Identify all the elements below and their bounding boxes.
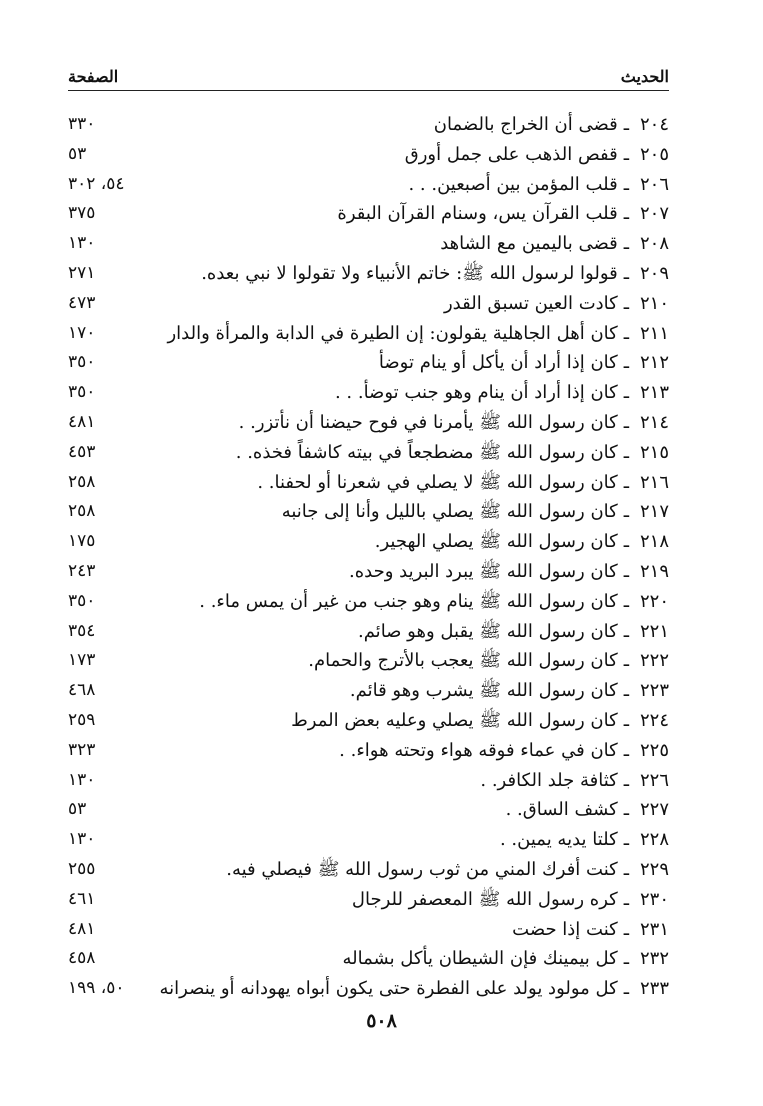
entry-number: ٢٢١ [639, 620, 669, 642]
entry-number: ٢٢٦ [639, 769, 669, 791]
entry-number: ٢١٤ [639, 411, 669, 433]
entry-text: ٢٢١ ـ كان رسول الله ﷺ يقبل وهو صائم. [358, 617, 669, 647]
entry-text: ٢١٩ ـ كان رسول الله ﷺ يبرد البريد وحده. [349, 557, 669, 587]
header-rule [68, 90, 669, 91]
page-reference: ٢٥٩ [68, 709, 96, 730]
page-reference: ١٧٠ [68, 322, 96, 343]
entry-text: ٢١٨ ـ كان رسول الله ﷺ يصلي الهجير. [375, 527, 669, 557]
list-item [68, 110, 669, 140]
list-item [68, 885, 669, 915]
hadith-text: كان رسول الله ﷺ يعجب بالأترج والحمام. [308, 650, 618, 672]
entry-text: ٢٢٥ ـ كان في عماء فوقه هواء وتحته هواء. . [339, 736, 669, 766]
page-reference: ٥٠، ١٩٩ [68, 978, 125, 999]
page-reference: ٣٥٠ [68, 590, 96, 611]
hadith-text: كان رسول الله ﷺ يصلي بالليل وأنا إلى جانبه [281, 501, 618, 523]
page-reference: ٣٥٠ [68, 352, 96, 373]
hadith-text: كان إذا أراد أن يأكل أو ينام توضأ [378, 352, 618, 374]
entry-number: ٢٢٢ [639, 650, 669, 672]
page-reference: ٢٤٣ [68, 560, 96, 581]
entry-number: ٢١٣ [639, 382, 669, 404]
hadith-text: كان أهل الجاهلية يقولون: إن الطيرة في الدابة والمرأة والدار [167, 322, 618, 344]
list-item [68, 795, 669, 825]
page-reference: ١٣٠ [68, 829, 96, 850]
entry-text: ٢٠٧ ـ قلب القرآن يس، وسنام القرآن البقرة [337, 199, 669, 229]
list-item [68, 676, 669, 706]
entry-text: ٢١٥ ـ كان رسول الله ﷺ مضطجعاً في بيته كاشفاً فخذه. . [236, 438, 669, 468]
entry-number: ٢٢٥ [639, 739, 669, 761]
list-item [68, 229, 669, 259]
entry-text: ٢٠٥ ـ قفص الذهب على جمل أورق [405, 140, 669, 170]
entry-text: ٢٢٣ ـ كان رسول الله ﷺ يشرب وهو قائم. [350, 676, 669, 706]
hadith-text: كان رسول الله ﷺ يأمرنا في فوح حيضنا أن نأتزر. . [238, 411, 618, 433]
hadith-text: كادت العين تسبق القدر [443, 292, 618, 314]
hadith-text: كنت أفرك المني من ثوب رسول الله ﷺ فيصلي فيه. [226, 858, 618, 880]
list-item [68, 497, 669, 527]
list-item [68, 915, 669, 945]
list-item [68, 289, 669, 319]
entry-number: ٢٢٣ [639, 680, 669, 702]
page-reference: ١٧٣ [68, 650, 96, 671]
hadith-text: كره رسول الله ﷺ المعصفر للرجال [351, 888, 618, 910]
entry-text: ٢٠٦ ـ قلب المؤمن بين أصبعين. . . [408, 170, 669, 200]
entry-number: ٢٢٤ [639, 709, 669, 731]
list-item [68, 736, 669, 766]
entry-text: ٢١٧ ـ كان رسول الله ﷺ يصلي بالليل وأنا إلى جانبه [282, 497, 669, 527]
entry-text: ٢٠٤ ـ قضى أن الخراج بالضمان [434, 110, 669, 140]
page-reference: ٣٥٠ [68, 382, 96, 403]
list-item [68, 527, 669, 557]
hadith-text: قلب القرآن يس، وسنام القرآن البقرة [337, 203, 618, 225]
hadith-text: كان رسول الله ﷺ يصلي وعليه بعض المرط [291, 709, 618, 731]
hadith-text: كان في عماء فوقه هواء وتحته هواء. . [339, 739, 618, 761]
page-reference: ١٣٠ [68, 233, 96, 254]
entry-number: ٢١١ [639, 322, 669, 344]
page-reference: ٢٥٨ [68, 471, 96, 492]
table-header [68, 62, 669, 86]
entry-text: ٢١٦ ـ كان رسول الله ﷺ لا يصلي في شعرنا أو لحفنا. . [257, 468, 669, 498]
entry-text: ٢٣٢ ـ كل بيمينك فإن الشيطان يأكل بشماله [342, 944, 669, 974]
list-item [68, 199, 669, 229]
page-reference: ٤٨١ [68, 918, 96, 939]
page-reference: ٥٤، ٣٠٢ [68, 173, 125, 194]
list-item [68, 617, 669, 647]
entry-text: ٢٣١ ـ كنت إذا حضت [512, 915, 669, 945]
hadith-column-heading: الحديث [620, 67, 669, 86]
entry-number: ٢١٢ [639, 352, 669, 374]
list-item [68, 378, 669, 408]
entry-number: ٢٢٨ [639, 829, 669, 851]
entry-number: ٢٢٩ [639, 858, 669, 880]
hadith-text: كان رسول الله ﷺ ينام وهو جنب من غير أن يمس ماء. . [199, 590, 618, 612]
page-number: ٥٠٨ [366, 1010, 397, 1032]
entry-number: ٢٢٠ [639, 590, 669, 612]
hadith-text: كان رسول الله ﷺ يقبل وهو صائم. [357, 620, 618, 642]
list-item [68, 766, 669, 796]
entry-number: ٢١٠ [639, 292, 669, 314]
hadith-text: كشف الساق. . [505, 799, 618, 821]
entry-text: ٢٢٧ ـ كشف الساق. . [506, 795, 669, 825]
hadith-text: قضى باليمين مع الشاهد [440, 233, 618, 255]
hadith-text: كان رسول الله ﷺ يبرد البريد وحده. [349, 560, 618, 582]
page-reference: ٥٣ [68, 143, 87, 164]
hadith-text: كان إذا أراد أن ينام وهو جنب توضأ. . . [334, 382, 618, 404]
entry-number: ٢١٨ [639, 531, 669, 553]
entry-number: ٢١٥ [639, 441, 669, 463]
hadith-text: قولوا لرسول الله ﷺ: خاتم الأنبياء ولا تقولوا لا نبي بعده. [201, 262, 618, 284]
list-item [68, 259, 669, 289]
page-reference: ٤٦٨ [68, 680, 96, 701]
page-reference: ١٣٠ [68, 769, 96, 790]
entry-text: ٢١٤ ـ كان رسول الله ﷺ يأمرنا في فوح حيضنا أن نأتزر. . [239, 408, 669, 438]
hadith-text: كنت إذا حضت [512, 918, 618, 940]
hadith-text: قفص الذهب على جمل أورق [404, 143, 618, 165]
list-item [68, 944, 669, 974]
entry-text: ٢٣٣ ـ كل مولود يولد على الفطرة حتى يكون أبواه يهودانه أو ينصرانه [160, 974, 670, 1004]
entry-number: ٢١٧ [639, 501, 669, 523]
list-item [68, 557, 669, 587]
entry-text: ٢١١ ـ كان أهل الجاهلية يقولون: إن الطيرة في الدابة والمرأة والدار [167, 319, 669, 349]
list-item [68, 438, 669, 468]
list-item [68, 408, 669, 438]
list-item [68, 825, 669, 855]
entry-text: ٢١٣ ـ كان إذا أراد أن ينام وهو جنب توضأ. . . [335, 378, 669, 408]
page-reference: ٢٥٨ [68, 501, 96, 522]
entry-number: ٢٠٧ [639, 203, 669, 225]
entry-number: ٢٣٠ [639, 888, 669, 910]
list-item [68, 646, 669, 676]
page-reference: ٣٧٥ [68, 203, 96, 224]
page-reference: ٤٦١ [68, 888, 96, 909]
entry-number: ٢١٦ [639, 471, 669, 493]
entry-number: ٢٢٧ [639, 799, 669, 821]
list-item [68, 348, 669, 378]
entry-text: ٢٢٨ ـ كلتا يديه يمين. . [500, 825, 669, 855]
page-reference: ٢٥٥ [68, 858, 96, 879]
page-reference: ٣٥٤ [68, 620, 96, 641]
hadith-text: كل بيمينك فإن الشيطان يأكل بشماله [342, 948, 618, 970]
entry-number: ٢٠٦ [639, 173, 669, 195]
entry-number: ٢٣٣ [639, 978, 669, 1000]
entry-text: ٢٢٢ ـ كان رسول الله ﷺ يعجب بالأترج والحمام. [308, 646, 669, 676]
hadith-text: قضى أن الخراج بالضمان [433, 114, 618, 135]
list-item [68, 140, 669, 170]
entry-number: ٢٠٩ [639, 262, 669, 284]
entry-number: ٢٣٢ [639, 948, 669, 970]
entry-number: ٢٠٤ [639, 114, 669, 135]
hadith-text: قلب المؤمن بين أصبعين. . . [408, 173, 618, 195]
list-item [68, 587, 669, 617]
page-column-heading: الصفحة [68, 67, 119, 86]
entry-text: ٢٢٦ ـ كثافة جلد الكافر. . [480, 766, 669, 796]
list-item [68, 319, 669, 349]
hadith-text: كثافة جلد الكافر. . [480, 769, 618, 791]
entry-text: ٢٢٠ ـ كان رسول الله ﷺ ينام وهو جنب من غير أن يمس ماء. . [199, 587, 669, 617]
entry-text: ٢٣٠ ـ كره رسول الله ﷺ المعصفر للرجال [352, 885, 669, 915]
list-item [68, 974, 669, 1004]
list-item [68, 468, 669, 498]
page-reference: ٤٧٣ [68, 292, 96, 313]
hadith-text: كان رسول الله ﷺ يشرب وهو قائم. [349, 680, 618, 702]
page-reference: ٣٢٣ [68, 739, 96, 760]
entry-number: ٢٣١ [639, 918, 669, 940]
entry-number: ٢٠٥ [639, 143, 669, 165]
page-reference: ٤٨١ [68, 411, 96, 432]
entry-number: ٢٠٨ [639, 233, 669, 255]
page-reference: ٤٥٣ [68, 441, 96, 462]
page-reference: ١٧٥ [68, 531, 96, 552]
hadith-index-list [68, 110, 669, 1004]
entry-number: ٢١٩ [639, 560, 669, 582]
hadith-text: كلتا يديه يمين. . [499, 829, 618, 851]
entry-text: ٢١٠ ـ كادت العين تسبق القدر [444, 289, 669, 319]
page-reference: ٣٣٠ [68, 114, 96, 134]
list-item [68, 170, 669, 200]
entry-text: ٢٠٨ ـ قضى باليمين مع الشاهد [440, 229, 669, 259]
entry-text: ٢١٢ ـ كان إذا أراد أن يأكل أو ينام توضأ [379, 348, 669, 378]
hadith-text: كل مولود يولد على الفطرة حتى يكون أبواه يهودانه أو ينصرانه [159, 978, 618, 1000]
page-reference: ٢٧١ [68, 262, 96, 283]
hadith-text: كان رسول الله ﷺ لا يصلي في شعرنا أو لحفنا. . [257, 471, 618, 493]
hadith-text: كان رسول الله ﷺ مضطجعاً في بيته كاشفاً فخذه. . [235, 441, 618, 463]
entry-text: ٢٠٩ ـ قولوا لرسول الله ﷺ: خاتم الأنبياء ولا تقولوا لا نبي بعده. [201, 259, 669, 289]
list-item [68, 855, 669, 885]
entry-text: ٢٢٤ ـ كان رسول الله ﷺ يصلي وعليه بعض المرط [291, 706, 669, 736]
list-item [68, 706, 669, 736]
page-reference: ٤٥٨ [68, 948, 96, 969]
hadith-text: كان رسول الله ﷺ يصلي الهجير. [374, 531, 618, 553]
entry-text: ٢٢٩ ـ كنت أفرك المني من ثوب رسول الله ﷺ فيصلي فيه. [226, 855, 669, 885]
page-reference: ٥٣ [68, 799, 87, 820]
